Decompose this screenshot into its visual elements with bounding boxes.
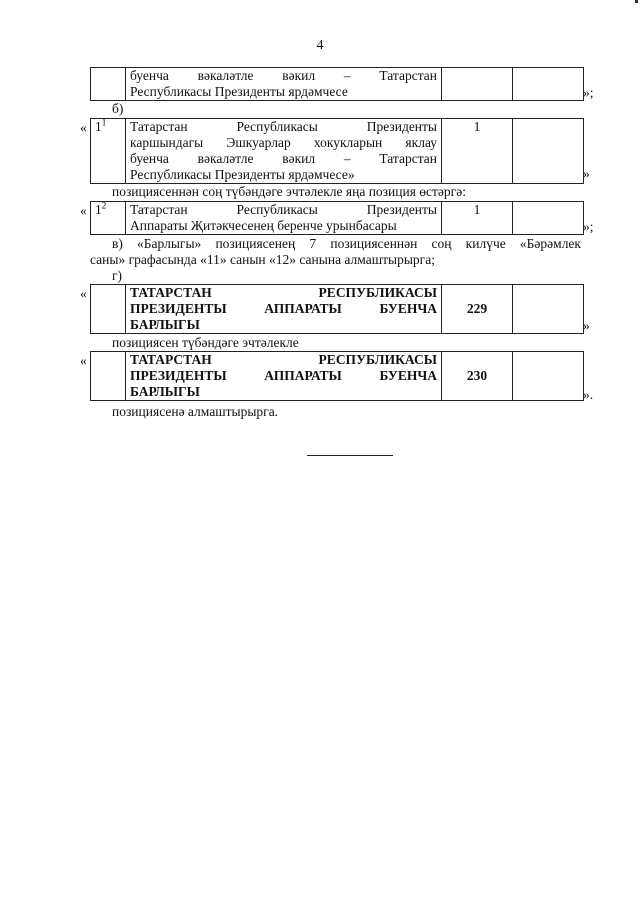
para-v-line2: саны» графасында «11» санын «12» санына алмаштырырга;	[90, 252, 435, 267]
cell-num	[91, 352, 126, 401]
close-quote: »	[583, 166, 590, 181]
close-quote: »	[583, 318, 590, 333]
open-quote: «	[80, 120, 87, 135]
close-quote: »;	[583, 219, 594, 234]
cell-value	[442, 68, 513, 101]
cell-num: $1^2$	[91, 202, 126, 235]
para-v-line1: в) «Барлыгы» позициясенең 7 позициясеннән соң килүче «Бәрәмлек	[112, 236, 581, 251]
cell-value: 1	[442, 119, 513, 184]
cell-name: ТАТАРСТАН РЕСПУБЛИКАСЫ ПРЕЗИДЕНТЫ АППАРАТЫ БУЕНЧА БАРЛЫГЫ	[126, 285, 442, 334]
table-row-g2	[90, 351, 584, 401]
page-number: 4	[316, 38, 324, 53]
table-row-a	[90, 67, 584, 101]
table-row-b	[90, 118, 584, 184]
cell-value: 1	[442, 202, 513, 235]
open-quote: «	[80, 203, 87, 218]
cell-empty	[513, 119, 584, 184]
text-final: позициясенә алмаштырырга.	[112, 404, 279, 419]
end-rule	[307, 455, 393, 456]
cell-empty	[513, 285, 584, 334]
text-after-g1: позициясен түбәндәге эчтәлекле	[112, 335, 299, 350]
label-g: г)	[112, 268, 123, 283]
close-quote: ».	[583, 387, 594, 402]
cell-name: ТАТАРСТАН РЕСПУБЛИКАСЫ ПРЕЗИДЕНТЫ АППАРАТЫ БУЕНЧА БАРЛЫГЫ	[126, 352, 442, 401]
cell-num	[91, 285, 126, 334]
cell-empty	[513, 202, 584, 235]
cell-num	[91, 68, 126, 101]
scan-mark	[635, 0, 638, 3]
cell-name: буенча вәкаләтле вәкил – Татарстан Республикасы Президенты ярдәмчесе	[126, 68, 442, 101]
close-quote: »;	[583, 85, 594, 100]
cell-name: Татарстан Республикасы Президенты каршындагы Эшкуарлар хокукларын яклау буенча вәкаләтле вәкил – Татарстан Республикасы Президенты ярдәмчесе»	[126, 119, 442, 184]
cell-value: 230	[442, 352, 513, 401]
cell-value: 229	[442, 285, 513, 334]
open-quote: «	[80, 286, 87, 301]
cell-empty	[513, 352, 584, 401]
cell-empty	[513, 68, 584, 101]
cell-num: $1^1$	[91, 119, 126, 184]
open-quote: «	[80, 353, 87, 368]
text-after-b: позициясеннән соң түбәндәге эчтәлекле яңа позиция өстәргә:	[112, 184, 466, 199]
label-b: б)	[112, 101, 124, 116]
table-row-b2	[90, 201, 584, 235]
cell-name: Татарстан Республикасы Президенты Аппараты Җитәкчесенең беренче урынбасары	[126, 202, 442, 235]
table-row-g1	[90, 284, 584, 334]
